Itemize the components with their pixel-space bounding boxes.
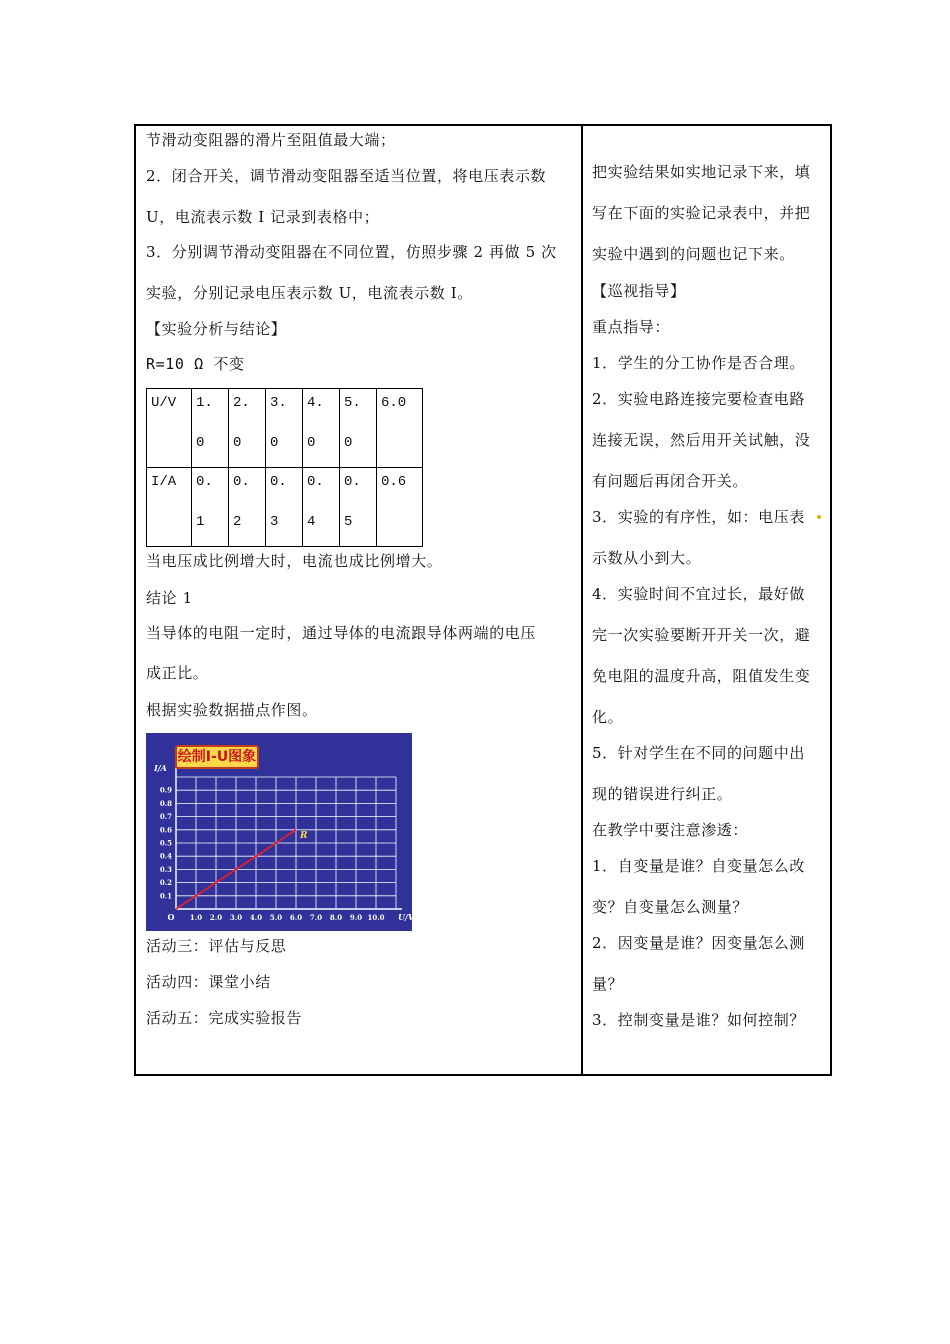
table-cell: 6.0 xyxy=(377,389,423,468)
document-table xyxy=(134,124,832,1076)
text-line: 2．实验电路连接完要检查电路 xyxy=(592,390,805,408)
y-tick-label: 0.7 xyxy=(159,812,172,822)
table-row xyxy=(147,468,423,547)
y-tick-label: 0.9 xyxy=(159,785,172,795)
table-cell: 2. 0 xyxy=(229,389,266,468)
section-heading: 【巡视指导】 xyxy=(592,282,686,300)
text-line: 写在下面的实验记录表中，并把 xyxy=(592,204,811,222)
origin-label: O xyxy=(167,912,175,922)
text-line: U，电流表示数 I 记录到表格中； xyxy=(146,208,380,226)
x-tick-label: 5.0 xyxy=(269,913,283,922)
table-cell: 0.6 xyxy=(377,468,423,547)
y-tick-label: 0.8 xyxy=(159,798,172,808)
text-line: 2．闭合开关，调节滑动变阻器至适当位置，将电压表示数 xyxy=(146,167,547,185)
resistance-note: R=10 Ω 不变 xyxy=(146,355,245,373)
text-line: 3．控制变量是谁？如何控制？ xyxy=(592,1011,805,1029)
text-line: 有问题后再闭合开关。 xyxy=(592,472,749,490)
text-line: 5．针对学生在不同的问题中出 xyxy=(592,744,805,762)
text-line: 完一次实验要断开开关一次，避 xyxy=(592,626,811,644)
conclusion-label: 结论 1 xyxy=(146,589,193,607)
table-cell: 0. 3 xyxy=(266,468,303,547)
data-table xyxy=(146,388,423,547)
x-tick-label: 8.0 xyxy=(329,913,343,922)
table-cell: 4. 0 xyxy=(303,389,340,468)
row-header: I/A xyxy=(147,468,192,547)
activity-line: 活动四：课堂小结 xyxy=(146,973,271,991)
text-line: 4．实验时间不宜过长，最好做 xyxy=(592,585,805,603)
y-axis-label: I/A xyxy=(154,763,167,773)
row-header: U/V xyxy=(147,389,192,468)
y-tick-label: 0.1 xyxy=(159,891,172,901)
table-cell: 0. 1 xyxy=(192,468,229,547)
x-tick-label: 7.0 xyxy=(309,913,323,922)
text-line: 实验中遇到的问题也记下来。 xyxy=(592,245,795,263)
series-label: R xyxy=(300,830,308,841)
activity-line: 活动三：评估与反思 xyxy=(146,937,287,955)
x-tick-label: 2.0 xyxy=(209,913,223,922)
y-tick-label: 0.2 xyxy=(159,878,172,888)
table-cell: 5. 0 xyxy=(340,389,377,468)
table-cell: 3. 0 xyxy=(266,389,303,468)
table-cell: 1. 0 xyxy=(192,389,229,468)
y-tick-label: 0.6 xyxy=(159,825,172,835)
text-line: 把实验结果如实地记录下来，填 xyxy=(592,163,811,181)
text-line: 成正比。 xyxy=(146,664,209,682)
y-tick-label: 0.4 xyxy=(159,851,172,861)
text-line: 连接无误，然后用开关试触，没 xyxy=(592,431,811,449)
text-line: 在教学中要注意渗透： xyxy=(592,821,749,839)
section-heading: 【实验分析与结论】 xyxy=(146,320,287,338)
x-tick-label: 6.0 xyxy=(289,913,303,922)
text-line: 实验，分别记录电压表示数 U，电流表示数 I。 xyxy=(146,284,473,302)
x-axis-label: U/V xyxy=(398,912,415,922)
chart-title: 绘制I-U图象 xyxy=(175,745,259,769)
text-line: 节滑动变阻器的滑片至阻值最大端； xyxy=(146,131,396,149)
text-line: 量？ xyxy=(592,975,624,993)
text-line: 当电压成比例增大时，电流也成比例增大。 xyxy=(146,552,443,570)
table-cell: 0. 2 xyxy=(229,468,266,547)
text-line: 根据实验数据描点作图。 xyxy=(146,701,318,719)
activity-line: 活动五：完成实验报告 xyxy=(146,1009,303,1027)
text-line: 现的错误进行纠正。 xyxy=(592,785,733,803)
x-tick-label: 4.0 xyxy=(249,913,263,922)
text-line: 当导体的电阻一定时，通过导体的电流跟导体两端的电压 xyxy=(146,624,537,642)
y-tick-label: 0.3 xyxy=(159,864,172,874)
text-line: 1．学生的分工协作是否合理。 xyxy=(592,354,805,372)
x-tick-label: 3.0 xyxy=(229,913,243,922)
table-cell: 0. 5 xyxy=(340,468,377,547)
text-line: 重点指导： xyxy=(592,318,671,336)
x-tick-label: 9.0 xyxy=(349,913,363,922)
table-row xyxy=(147,389,423,468)
yellow-mark xyxy=(817,515,821,519)
table-cell: 0. 4 xyxy=(303,468,340,547)
text-line: 3．实验的有序性，如：电压表 xyxy=(592,508,805,526)
text-line: 化。 xyxy=(592,708,624,726)
text-line: 免电阻的温度升高，阻值发生变 xyxy=(592,667,811,685)
x-tick-label: 10.0 xyxy=(367,913,385,922)
column-divider xyxy=(581,126,583,1074)
text-line: 1．自变量是谁？自变量怎么改 xyxy=(592,857,805,875)
text-line: 2．因变量是谁？因变量怎么测 xyxy=(592,934,805,952)
y-tick-label: 0.5 xyxy=(159,838,172,848)
x-tick-label: 1.0 xyxy=(189,913,203,922)
text-line: 示数从小到大。 xyxy=(592,549,702,567)
text-line: 3．分别调节滑动变阻器在不同位置，仿照步骤 2 再做 5 次 xyxy=(146,243,557,261)
iu-chart xyxy=(146,733,415,931)
text-line: 变？自变量怎么测量？ xyxy=(592,898,749,916)
